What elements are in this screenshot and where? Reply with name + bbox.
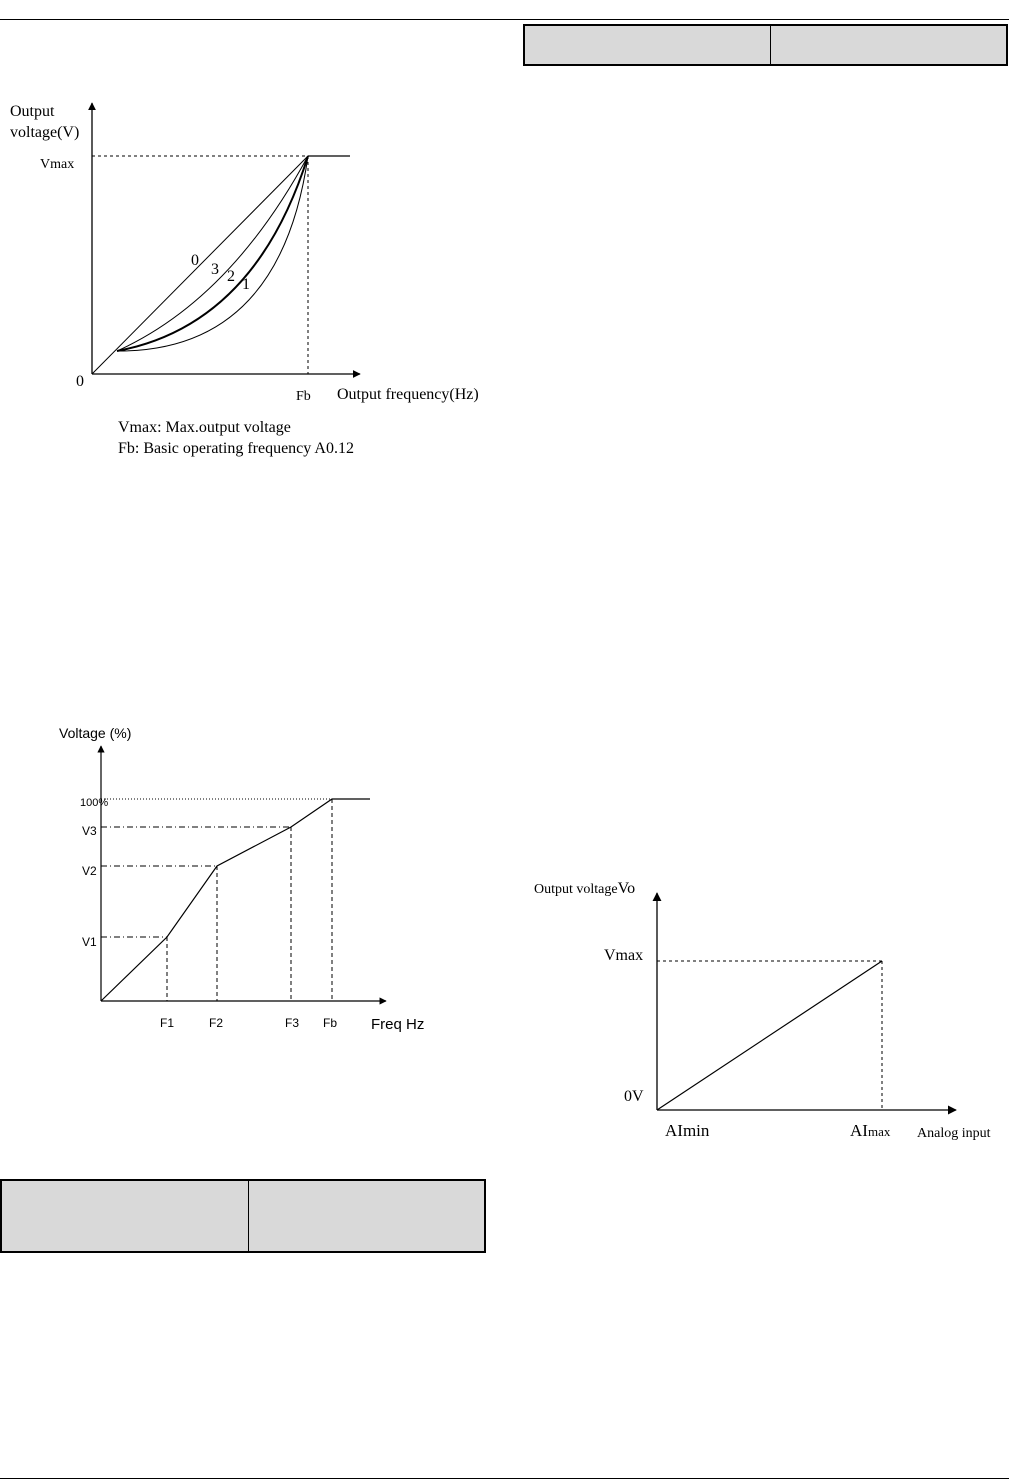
parameter-table-cell [2,1181,248,1251]
caption-line2: Fb: Basic operating frequency A0.12 [118,440,354,457]
analog-output-figure [520,870,1009,1150]
vf-curve-figure [0,90,500,470]
vmax-label: Vmax [40,157,75,172]
tick-v1: V1 [82,935,97,949]
curve-0 [92,156,308,374]
tick-v2: V2 [82,864,97,878]
parameter-table-cell [248,1181,484,1251]
curve-label-1: 1 [242,276,250,293]
vmax-label: Vmax [604,947,644,964]
header-rule [0,19,1009,20]
aimin-label: AImin [665,1121,710,1140]
vf-polyline [101,799,370,1001]
tick-v3: V3 [82,824,97,838]
x-axis-label: Output frequency(Hz) [337,386,479,403]
zero-label: 0V [624,1088,644,1105]
curve-label-2: 2 [227,268,235,285]
output-line [657,961,882,1110]
tick-f3: F3 [285,1016,300,1030]
parameter-table-cell [525,26,770,64]
x-axis-label: Analog input [917,1126,991,1141]
tick-100: 100% [80,797,109,809]
fb-label: Fb [296,389,311,404]
y-axis-label-line2: voltage(V) [10,124,80,141]
curve-label-0: 0 [191,252,199,269]
tick-f1: F1 [160,1016,175,1030]
y-axis-label-line1: Output [10,103,55,120]
x-axis-label: Freq Hz [371,1016,425,1033]
parameter-table-top-right [523,24,1008,66]
caption-line1: Vmax: Max.output voltage [118,419,291,436]
parameter-table-cell [770,26,1006,64]
tick-fb: Fb [323,1016,338,1030]
multipoint-vf-figure [0,720,460,1040]
y-axis-label: Output voltageVo [534,880,636,897]
origin-label: 0 [76,373,84,390]
footer-rule [0,1478,1009,1479]
curve-label-3: 3 [211,261,219,278]
y-axis-label: Voltage (%) [59,725,132,741]
aimax-label: AImax [850,1121,891,1140]
parameter-table-bottom-left [0,1179,486,1253]
tick-f2: F2 [209,1016,224,1030]
